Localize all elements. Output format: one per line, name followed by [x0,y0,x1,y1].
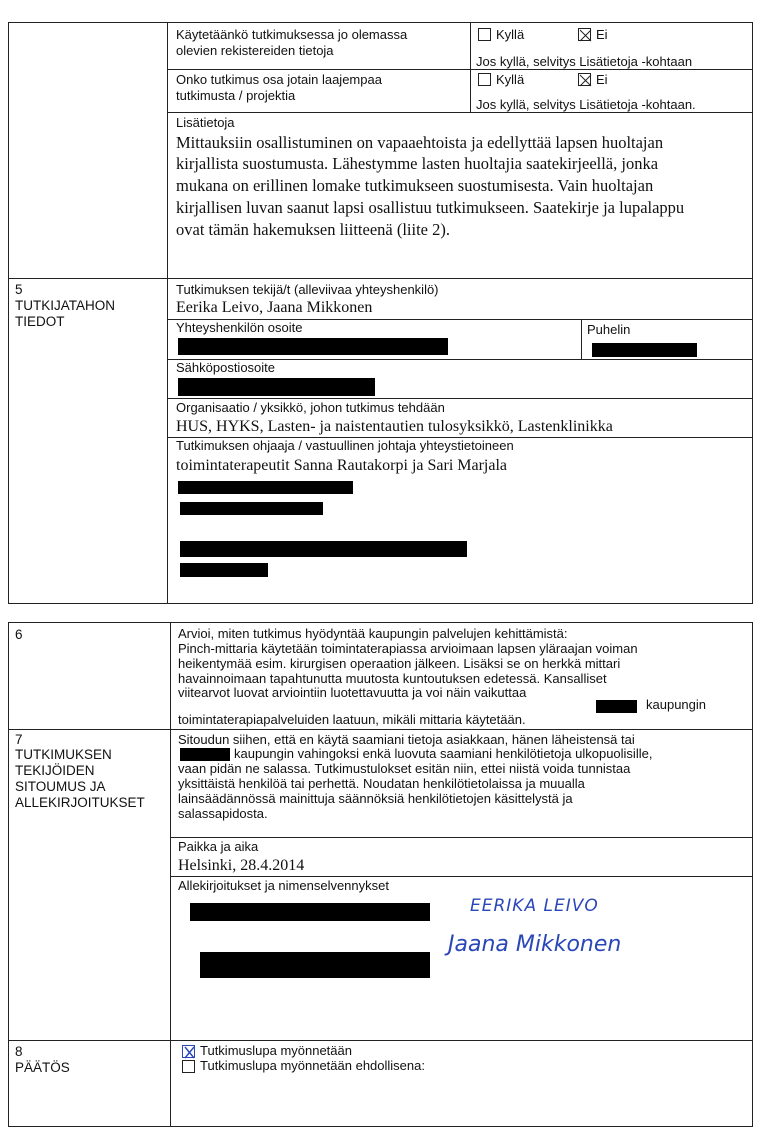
signature-eerika: EERIKA LEIVO [470,896,599,916]
checked-x-icon [183,1046,196,1059]
section7-number: 7 [15,732,23,747]
registers-note: Jos kyllä, selvitys Lisätietoja -kohtaan [476,54,693,69]
section6-line: heikentymää esim. kirurgisen operaation jälkeen. Lisäksi se on herkkä mittari [178,656,621,671]
larger-no-checkbox[interactable] [578,73,591,86]
commitment-line: vaan pidän ne salassa. Tutkimustulokset esitän niin, ettei niistä voida tunnistaa [178,761,631,776]
section7-title-line: TUTKIMUKSEN [15,747,112,762]
address-label: Yhteyshenkilön osoite [176,320,303,335]
researchers-label: Tutkimuksen tekijä/t (alleviivaa yhteyshenkilö) [176,282,439,297]
redacted-address [178,338,448,355]
commitment-line: salassapidosta. [178,806,268,821]
organisation-label: Organisaatio / yksikkö, johon tutkimus tehdään [176,400,445,415]
supervisor-value: toimintaterapeutit Sanna Rautakorpi ja Sari Marjala [176,457,508,474]
larger-yes-label: Kyllä [496,72,525,87]
signatures-label: Allekirjoitukset ja nimenselvennykset [178,878,389,893]
commitment-line: yksittäistä henkilöä tai perhettä. Noudatan henkilötietolaissa ja muualla [178,776,585,791]
larger-no-label: Ei [596,72,608,87]
larger-yes-checkbox[interactable] [478,73,491,86]
place-time-value: Helsinki, 28.4.2014 [178,857,305,874]
section6-line: viitearvot luovat arviointiin luotettavuutta ja voi näin vaikuttaa [178,685,527,700]
registers-question-line2: olevien rekistereiden tietoja [176,43,334,58]
permit-conditional-checkbox[interactable] [182,1060,195,1073]
redacted-phone [592,343,697,357]
section8-title: PÄÄTÖS [15,1060,70,1075]
section6-line: kaupungin [646,697,706,712]
checked-x-icon [579,29,592,42]
researchers-value: Eerika Leivo, Jaana Mikkonen [176,299,373,316]
section6-line: Pinch-mittaria käytetään toimintaterapiassa arvioimaan lapsen yläraajan voiman [178,641,638,656]
additional-info-line: mukana on erillinen lomake tutkimukseen suostumisesta. Vain huoltajan [176,176,654,195]
additional-info-label: Lisätietoja [176,115,235,130]
permit-granted-checkbox[interactable] [182,1045,195,1058]
larger-question-line1: Onko tutkimus osa jotain laajempaa [176,72,382,87]
commitment-line: kaupungin vahingoksi enkä luovuta saamiani henkilötietoja ulkopuolisille, [234,746,653,761]
registers-yes-label: Kyllä [496,27,525,42]
checked-x-icon [579,74,592,87]
redacted-supervisor-contact [180,541,467,557]
section6-line: Arvioi, miten tutkimus hyödyntää kaupungin palvelujen kehittämistä: [178,626,568,641]
registers-no-label: Ei [596,27,608,42]
section7-title-line: TEKIJÖIDEN [15,763,95,778]
registers-yes-checkbox[interactable] [478,28,491,41]
signature-jaana: Jaana Mikkonen [448,932,622,957]
organisation-value: HUS, HYKS, Lasten- ja naistentautien tulosyksikkö, Lastenklinikka [176,418,613,435]
larger-question-line2: tutkimusta / projektia [176,88,296,103]
additional-info-line: ovat tämän hakemuksen liitteenä (liite 2). [176,220,450,239]
redacted-supervisor-contact [180,502,323,515]
section6-line: havainnoimaan tapahtunutta muutosta kuntoutuksen edetessä. Kansalliset [178,671,607,686]
registers-no-checkbox[interactable] [578,28,591,41]
section6-number: 6 [15,627,23,642]
section7-title-line: SITOUMUS JA [15,779,106,794]
supervisor-label: Tutkimuksen ohjaaja / vastuullinen johtaja yhteystietoineen [176,438,514,453]
phone-label: Puhelin [587,322,631,337]
additional-info-line: Mittauksiin osallistuminen on vapaaehtoista ja edellyttää lapsen huoltajan [176,133,664,152]
additional-info-line: kirjallisen luvan saanut lapsi osallistuu tutkimukseen. Saatekirje ja lupalappu [176,198,685,217]
section8-number: 8 [15,1044,23,1059]
redacted-supervisor-contact [180,563,268,577]
registers-question-line1: Käytetäänkö tutkimuksessa jo olemassa [176,27,408,42]
additional-info-line: kirjallista suostumusta. Lähestymme lasten huoltajia saatekirjeellä, jonka [176,154,659,173]
redacted-email [178,378,375,396]
place-time-label: Paikka ja aika [178,839,259,854]
redacted-city [180,748,230,761]
email-label: Sähköpostiosoite [176,360,276,375]
section5-number: 5 [15,282,23,297]
permit-granted-label: Tutkimuslupa myönnetään [200,1043,352,1058]
section5-title-line1: TUTKIJATAHON [15,298,115,313]
redacted-signature [190,903,430,921]
redacted-city [596,700,637,713]
redacted-signature [200,952,430,978]
section7-title-line: ALLEKIRJOITUKSET [15,795,145,810]
section6-line: toimintaterapiapalveluiden laatuun, mikäli mittaria käytetään. [178,712,526,727]
commitment-line: Sitoudun siihen, että en käytä saamiani tietoja asiakkaan, hänen läheistensä tai [178,732,635,747]
redacted-supervisor-contact [178,481,353,494]
commitment-line: lainsäädännössä mainittuja säännöksiä henkilötietojen käsittelystä ja [178,791,573,806]
larger-note: Jos kyllä, selvitys Lisätietoja -kohtaan. [476,97,696,112]
section5-title-line2: TIEDOT [15,314,65,329]
permit-conditional-label: Tutkimuslupa myönnetään ehdollisena: [200,1058,425,1073]
